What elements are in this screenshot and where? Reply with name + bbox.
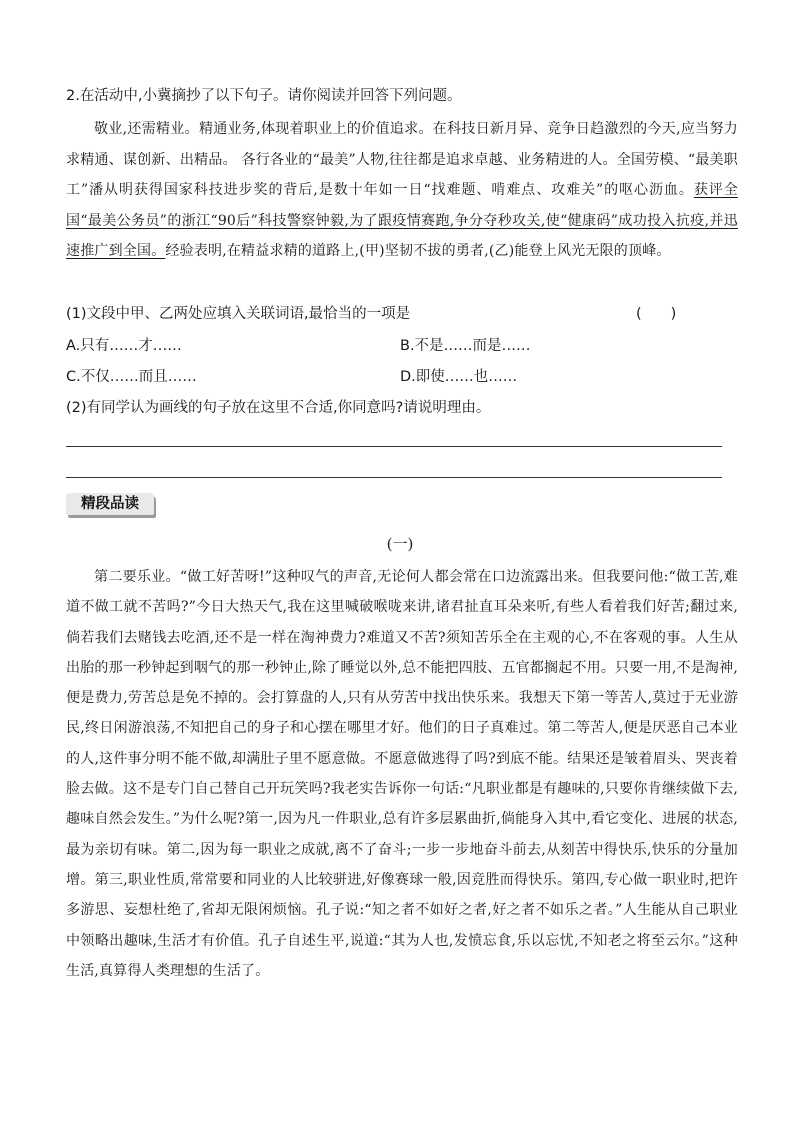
answer-line-1[interactable] bbox=[66, 446, 722, 447]
question-title: 2.在活动中,小冀摘抄了以下句子。请你阅读并回答下列问题。 bbox=[66, 88, 462, 104]
answer-parentheses[interactable]: ( ) bbox=[636, 306, 677, 322]
section-tag: 精段品读 bbox=[66, 493, 154, 515]
passage-number: (一) bbox=[386, 535, 414, 553]
sub-question-1-text: (1)文段中甲、乙两处应填入关联词语,最恰当的一项是 bbox=[66, 306, 411, 322]
option-c[interactable]: C.不仅……而且…… bbox=[66, 369, 197, 385]
sub-question-2: (2)有同学认为画线的句子放在这里不合适,你同意吗?请说明理由。 bbox=[66, 400, 491, 416]
answer-line-2[interactable] bbox=[66, 477, 722, 478]
option-a[interactable]: A.只有……才…… bbox=[66, 338, 182, 354]
reading-passage bbox=[66, 562, 738, 986]
option-d[interactable]: D.即使……也…… bbox=[400, 369, 518, 385]
sub-question-1 bbox=[66, 304, 746, 324]
underlined-sentence: 获评全国“最美公务员”的浙江“90后”科技警察钟毅,为了跟疫情赛跑,争分夺秒攻关,使“健康码”成功投入抗疫,并迅速推广到全国。 bbox=[66, 182, 738, 259]
passage-text-before: 敬业,还需精业。精通业务,体现着职业上的价值追求。在科技日新月异、竞争日趋激烈的今天,应当努力求精通、谋创新、出精品。 各行各业的“最美”人物,往往都是追求卓越、业务精进的人。全国劳模、“最美职工”潘从明获得国家科技进步奖的背后,是数十年如一日“找难题、啃难点、攻难关”的呕心沥血。 bbox=[66, 121, 738, 198]
reading-passage-text: 第二要乐业。“做工好苦呀!”这种叹气的声音,无论何人都会常在口边流露出来。但我要问他:“做工苦,难道不做工就不苦吗?”今日大热天气,我在这里喊破喉咙来讲,诸君扯直耳朵来听,有些人看着我们好苦;翻过来,倘若我们去赌钱去吃酒,还不是一样在淘神费力?难道又不苦?须知苦乐全在主观的心,不在客观的事。人生从出胎的那一秒钟起到咽气的那一秒钟止,除了睡觉以外,总不能把四肢、五官都搁起不用。只要一用,不是淘神,便是费力,劳苦总是免不掉的。会打算盘的人,只有从劳苦中找出快乐来。我想天下第一等苦人,莫过于无业游民,终日闲游浪荡,不知把自己的身子和心摆在哪里才好。他们的日子真难过。第二等苦人,便是厌恶自己本业的人,这件事分明不能不做,却满肚子里不愿意做。不愿意做逃得了吗?到底不能。结果还是皱着眉头、哭丧着脸去做。这不是专门自己替自己开玩笑吗?我老实告诉你一句话:“凡职业都是有趣味的,只要你肯继续做下去,趣味自然会发生。”为什么呢?第一,因为凡一件职业,总有许多层累曲折,倘能身入其中,看它变化、进展的状态,最为亲切有味。第二,因为每一职业之成就,离不了奋斗;一步一步地奋斗前去,从刻苦中得快乐,快乐的分量加增。第三,职业性质,常常要和同业的人比较骈进,好像赛球一般,因竞胜而得快乐。第四,专心做一职业时,把许多游思、妄想杜绝了,省却无限闲烦恼。孔子说:“知之者不如好之者,好之者不如乐之者。”人生能从自己职业中领略出趣味,生活才有价值。孔子自述生平,说道:“其为人也,发愤忘食,乐以忘忧,不知老之将至云尔。”这种生活,真算得人类理想的生活了。 bbox=[66, 569, 738, 979]
passage-text-after: 经验表明,在精益求精的道路上,(甲)坚韧不拔的勇者,(乙)能登上风光无限的顶峰。 bbox=[165, 243, 671, 259]
option-b[interactable]: B.不是……而是…… bbox=[400, 338, 531, 354]
excerpt-passage bbox=[66, 114, 738, 267]
